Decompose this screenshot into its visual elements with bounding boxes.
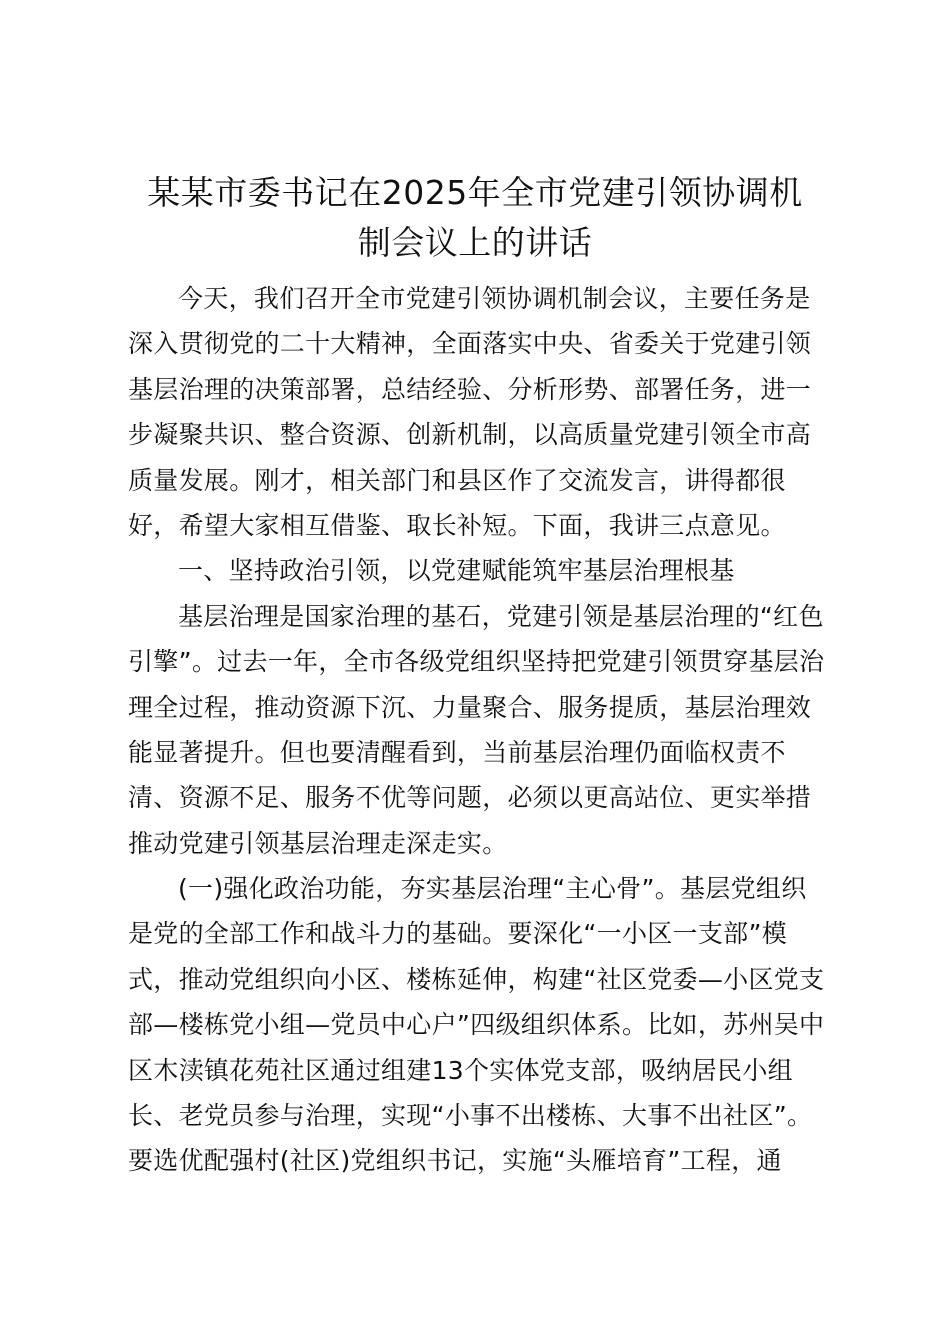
body-text-line: 式，推动党组织向小区、楼栋延伸，构建“社区党委—小区党支	[128, 964, 825, 994]
body-text-line: 推动党建引领基层治理走深走实。	[128, 828, 508, 858]
body-text-line: 深入贯彻党的二十大精神，全面落实中央、省委关于党建引领	[128, 329, 812, 359]
body-text-line: 质量发展。刚才，相关部门和县区作了交流发言，讲得都很	[128, 465, 786, 495]
body-text-line: 能显著提升。但也要清醒看到，当前基层治理仍面临权责不	[128, 737, 786, 767]
title-line-2: 制会议上的讲话	[357, 223, 593, 262]
body-text-line: 步凝聚共识、整合资源、创新机制，以高质量党建引领全市高	[128, 420, 812, 450]
body-text-line: 今天，我们召开全市党建引领协调机制会议，主要任务是	[178, 284, 811, 313]
body-text-line: 长、老党员参与治理，实现“小事不出楼栋、大事不出社区”。	[128, 1101, 813, 1131]
body-text-line: 部—楼栋党小组—党员中心户”四级组织体系。比如，苏州吴中	[128, 1010, 825, 1040]
body-text-line: 好，希望大家相互借鉴、取长补短。下面，我讲三点意见。	[128, 510, 786, 540]
body-text-line: 一、坚持政治引领，以党建赋能筑牢基层治理根基	[178, 556, 735, 586]
body-text-line: 引擎”。过去一年，全市各级党组织坚持把党建引领贯穿基层治	[128, 647, 825, 677]
body-text-line: 是党的全部工作和战斗力的基础。要深化“一小区一支部”模	[128, 919, 788, 949]
document-title	[110, 168, 840, 268]
body-text-line: 基层治理是国家治理的基石，党建引领是基层治理的“红色	[178, 601, 824, 631]
title-line-1: 某某市委书记在2025年全市党建引领协调机	[147, 173, 803, 212]
body-text-line: 基层治理的决策部署，总结经验、分析形势、部署任务，进一	[128, 374, 812, 404]
document-body	[128, 276, 828, 1184]
body-text-line: 区木渎镇花苑社区通过组建13个实体党支部，吸纳居民小组	[128, 1055, 793, 1085]
body-text-line: 理全过程，推动资源下沉、力量聚合、服务提质，基层治理效	[128, 692, 812, 722]
body-text-line: 清、资源不足、服务不优等问题，必须以更高站位、更实举措	[128, 783, 812, 813]
body-text-line: (一)强化政治功能，夯实基层治理“主心骨”。基层党组织	[178, 874, 807, 904]
body-text-line: 要选优配强村(社区)党组织书记，实施“头雁培育”工程，通	[128, 1146, 782, 1176]
